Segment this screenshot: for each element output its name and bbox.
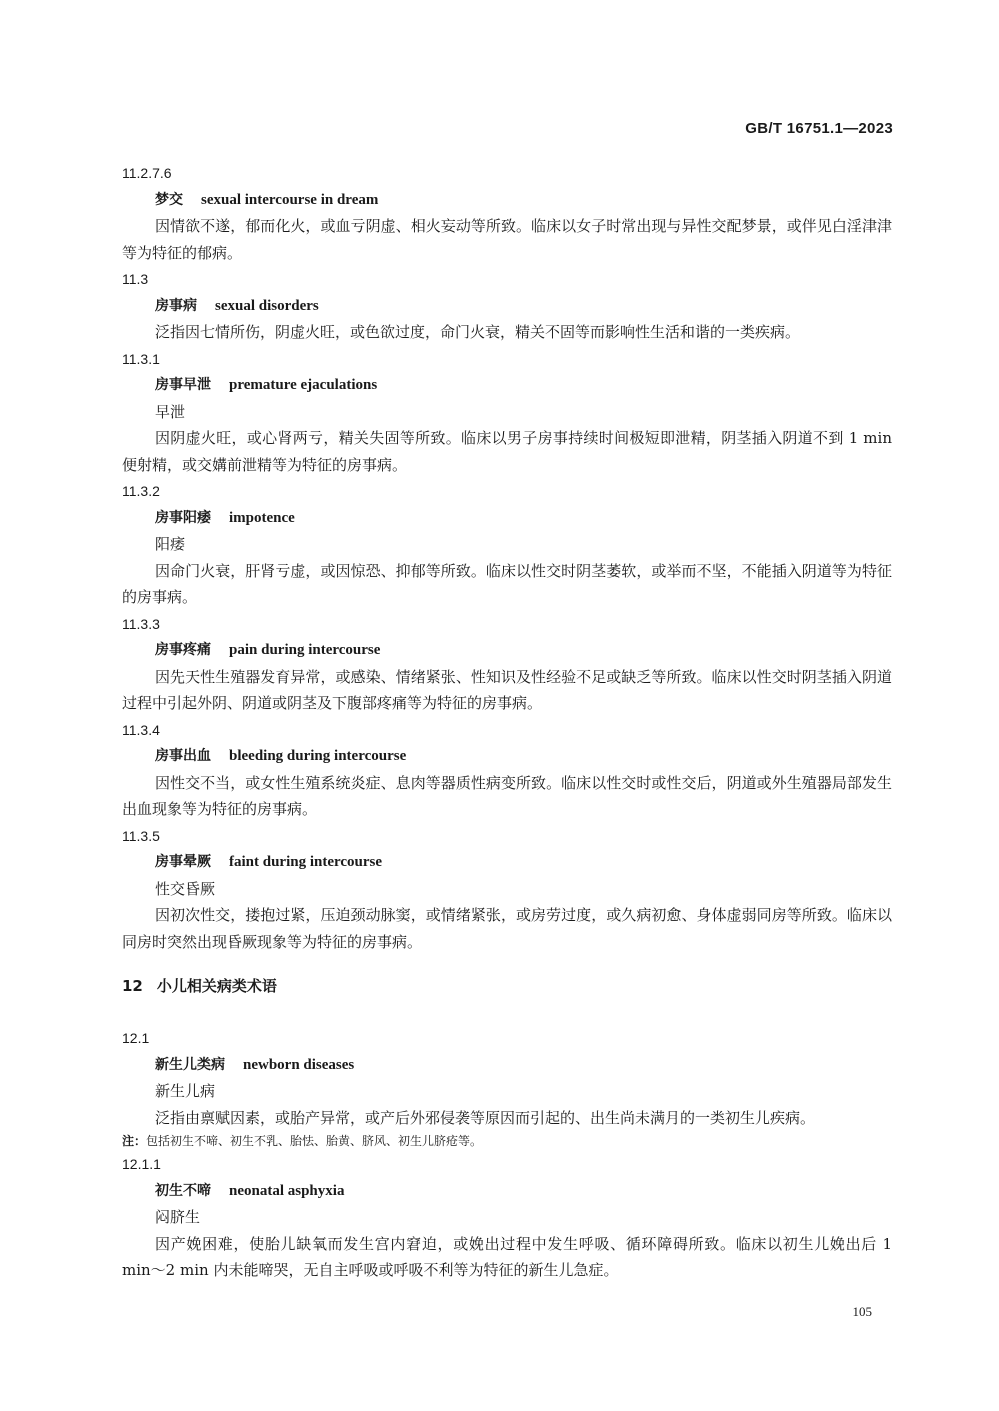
note-label: 注： (122, 1134, 147, 1148)
term-entry (122, 1025, 892, 1151)
term-chinese: 房事晕厥 (155, 854, 211, 870)
term-chinese: 房事疼痛 (155, 642, 211, 658)
term-english: pain during intercourse (229, 642, 381, 658)
term-heading (122, 505, 892, 532)
term-heading (122, 187, 892, 214)
note-text: 包括初生不啼、初生不乳、胎怯、胎黄、脐风、初生儿脐疮等。 (146, 1134, 483, 1148)
term-english: faint during intercourse (229, 854, 383, 870)
clause-number: 11.3.1 (122, 350, 160, 367)
term-heading (122, 1178, 892, 1205)
term-heading (122, 293, 892, 320)
term-entry (122, 346, 892, 479)
term-chinese: 新生儿类病 (155, 1056, 225, 1073)
term-entry (122, 160, 892, 266)
term-english: newborn diseases (243, 1056, 355, 1073)
term-entry (122, 478, 892, 611)
clause-number: 12.1 (122, 1030, 150, 1046)
chapter-title: 小儿相关病类术语 (156, 977, 277, 995)
standard-code: GB/T 16751.1—2023 (745, 120, 893, 137)
term-english: bleeding during intercourse (229, 748, 407, 764)
term-entry (122, 611, 892, 717)
term-english: neonatal asphyxia (229, 1182, 345, 1199)
clause-number: 11.3.5 (122, 827, 160, 844)
clause-number: 11.3.4 (122, 721, 160, 738)
term-synonym: 阳痿 (155, 535, 186, 553)
term-english: premature ejaculations (229, 377, 378, 393)
term-chinese: 房事病 (155, 297, 197, 314)
term-definition: 泛指由禀赋因素，或胎产异常，或产后外邪侵袭等原因而引起的、出生尚未满月的一类初生儿疾病。 (155, 1108, 816, 1127)
clause-number: 11.3.3 (122, 615, 160, 632)
term-definition: 因情欲不遂，郁而化火，或血亏阴虚、相火妄动等所致。临床以女子时常出现与异性交配梦景，或伴见白淫津津等为特征的郁病。 (122, 217, 892, 262)
clause-number: 11.3 (122, 271, 149, 287)
document-body (122, 160, 892, 1284)
term-entry (122, 717, 892, 823)
term-entry (122, 266, 892, 346)
term-heading (122, 637, 892, 664)
term-chinese: 梦交 (155, 191, 183, 208)
chapter-heading (122, 973, 892, 999)
term-definition: 因先天性生殖器发育异常，或感染、情绪紧张、性知识及性经验不足或缺乏等所致。临床以性交时阴茎插入阴道过程中引起外阴、阴道或阴茎及下腹部疼痛等为特征的房事病。 (122, 667, 892, 712)
term-heading (122, 849, 892, 876)
term-chinese: 房事阳痿 (155, 509, 211, 526)
term-synonym: 新生儿病 (155, 1082, 216, 1100)
clause-number: 12.1.1 (122, 1156, 161, 1172)
term-synonym: 闷脐生 (155, 1208, 201, 1226)
page-number: 105 (852, 1304, 872, 1319)
term-note (122, 1131, 892, 1151)
term-entry (122, 823, 892, 956)
clause-number: 11.2.7.6 (122, 165, 172, 181)
term-heading (122, 372, 892, 399)
term-definition: 因初次性交，搂抱过紧，压迫颈动脉窦，或情绪紧张，或房劳过度，或久病初愈、身体虚弱同房等所致。临床以同房时突然出现昏厥现象等为特征的房事病。 (122, 906, 892, 951)
term-english: sexual disorders (215, 297, 319, 314)
clause-number: 11.3.2 (122, 483, 160, 499)
term-heading (122, 743, 892, 770)
term-chinese: 房事出血 (155, 748, 211, 764)
term-chinese: 房事早泄 (155, 377, 211, 393)
term-english: sexual intercourse in dream (201, 191, 379, 208)
term-entry (122, 1151, 892, 1284)
term-english: impotence (229, 509, 295, 526)
chapter-number: 12 (122, 977, 143, 995)
term-definition: 因命门火衰，肝肾亏虚，或因惊恐、抑郁等所致。临床以性交时阴茎萎软，或举而不坚，不能插入阴道等为特征的房事病。 (122, 561, 892, 606)
term-heading (122, 1052, 892, 1079)
term-synonym: 性交昏厥 (155, 879, 216, 898)
term-definition: 因性交不当，或女性生殖系统炎症、息肉等器质性病变所致。临床以性交时或性交后，阴道或外生殖器局部发生出血现象等为特征的房事病。 (122, 773, 892, 818)
term-definition: 因产娩困难，使胎儿缺氧而发生宫内窘迫，或娩出过程中发生呼吸、循环障碍所致。临床以初生儿娩出后 1 min～2 min 内未能啼哭，无自主呼吸或呼吸不利等为特征的新生儿急症。 (122, 1234, 892, 1279)
term-definition: 因阴虚火旺，或心肾两亏，精关失固等所致。临床以男子房事持续时间极短即泄精，阴茎插入阴道不到 1 min 便射精，或交媾前泄精等为特征的房事病。 (122, 429, 892, 474)
term-synonym: 早泄 (155, 402, 186, 421)
term-definition: 泛指因七情所伤，阴虚火旺，或色欲过度，命门火衰，精关不固等而影响性生活和谐的一类疾病。 (155, 323, 801, 341)
term-chinese: 初生不啼 (155, 1182, 211, 1199)
